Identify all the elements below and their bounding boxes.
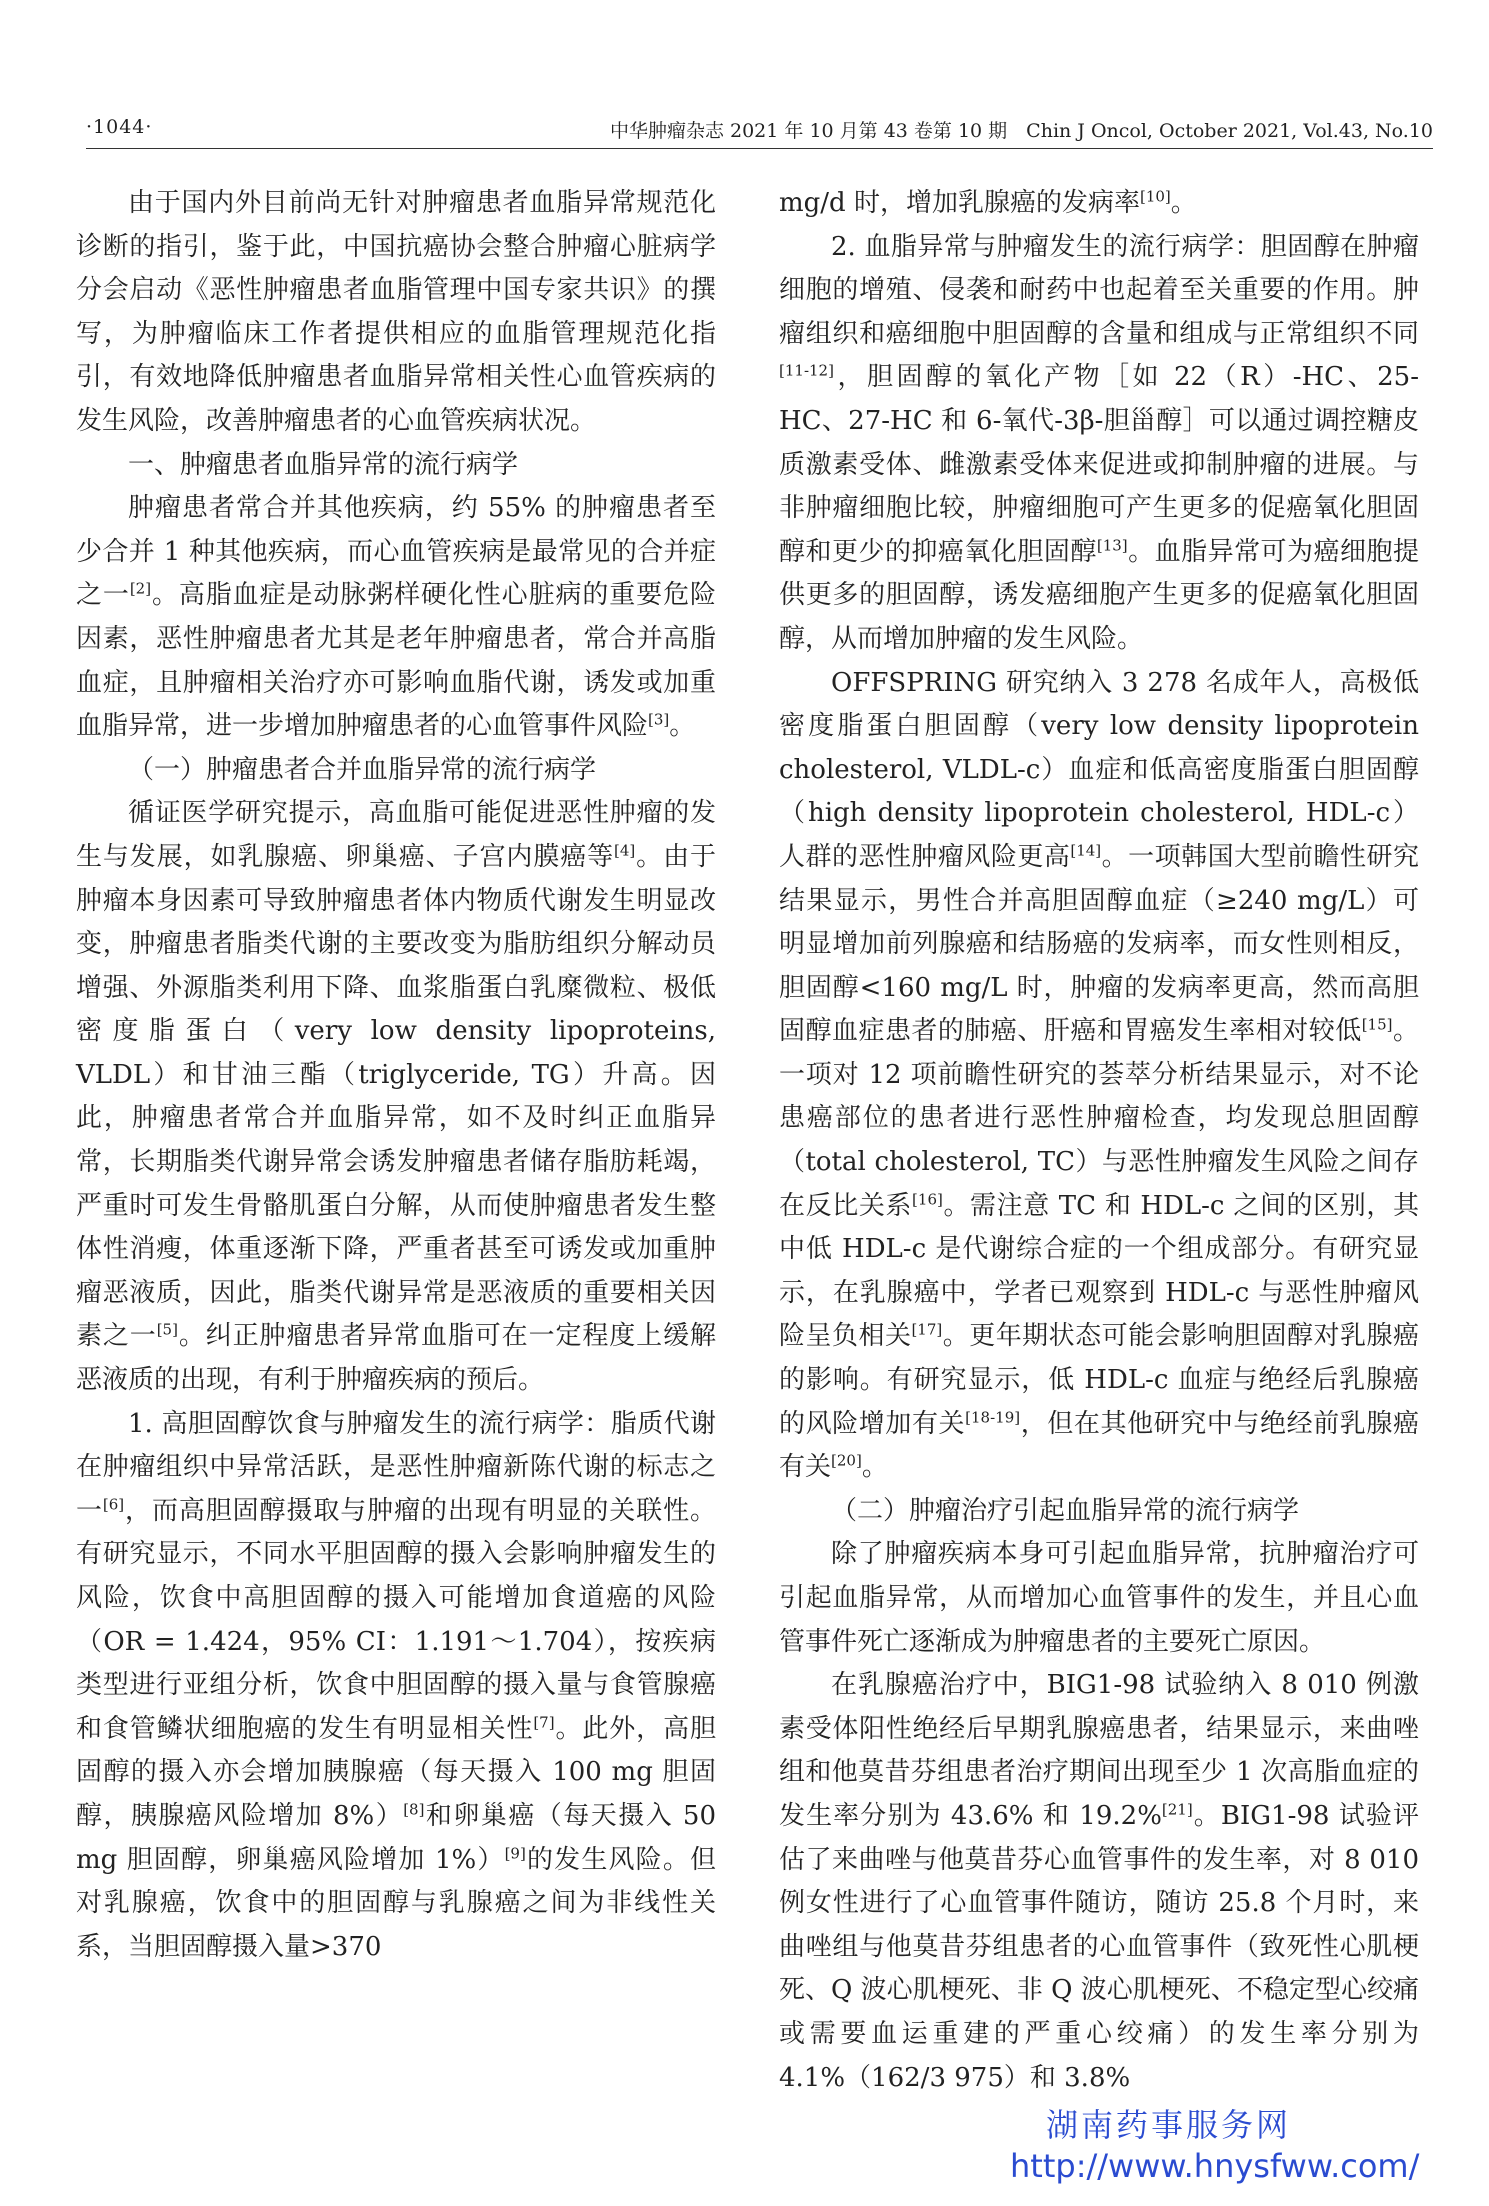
page-number: ·1044· bbox=[86, 116, 153, 138]
paragraph: 1. 高胆固醇饮食与肿瘤发生的流行病学：脂质代谢在肿瘤组织中异常活跃，是恶性肿瘤新陈代谢的标志之一[6]，而高胆固醇摄取与肿瘤的出现有明显的关联性。有研究显示，不同水平胆固醇的摄入会影响肿瘤发生的风险，饮食中高胆固醇的摄入可能增加食道癌的风险（OR = 1.424，95% CI：1.191～1.704），按疾病类型进行亚组分析，饮食中胆固醇的摄入量与食管腺癌和食管鳞状细胞癌的发生有明显相关性[7]。此外，高胆固醇的摄入亦会增加胰腺癌（每天摄入 100 mg 胆固醇，胰腺癌风险增加 8%）[8]和卵巢癌（每天摄入 50 mg 胆固醇，卵巢癌风险增加 1%）[9]的发生风险。但对乳腺癌，饮食中的胆固醇与乳腺癌之间为非线性关系，当胆固醇摄入量>370 bbox=[76, 1408, 716, 1962]
watermark-site-name: 湖南药事服务网 bbox=[1046, 2106, 1292, 2144]
citation-marker: [20] bbox=[831, 1451, 862, 1470]
citation-marker: [7] bbox=[533, 1713, 555, 1732]
paragraph: 循证医学研究提示，高血脂可能促进恶性肿瘤的发生与发展，如乳腺癌、卵巢癌、子宫内膜癌等[4]。由于肿瘤本身因素可导致肿瘤患者体内物质代谢发生明显改变，肿瘤患者脂类代谢的主要改变为脂肪组织分解动员增强、外源脂类利用下降、血浆脂蛋白乳糜微粒、极低密度脂蛋白（very low density lipoproteins, VLDL）和甘油三酯（triglyceride, TG）升高。因此，肿瘤患者常合并血脂异常，如不及时纠正血脂异常，长期脂类代谢异常会诱发肿瘤患者储存脂肪耗竭，严重时可发生骨骼肌蛋白分解，从而使肿瘤患者发生整体性消瘦，体重逐渐下降，严重者甚至可诱发或加重肿瘤恶液质，因此，脂类代谢异常是恶液质的重要相关因素之一[5]。纠正肿瘤患者异常血脂可在一定程度上缓解恶液质的出现，有利于肿瘤疾病的预后。 bbox=[76, 798, 716, 1396]
section-heading: 一、肿瘤患者血脂异常的流行病学 bbox=[128, 449, 519, 480]
right-column bbox=[779, 182, 1419, 2100]
page-header bbox=[86, 112, 1433, 149]
citation-marker: [14] bbox=[1070, 841, 1102, 860]
paragraph: 肿瘤患者常合并其他疾病，约 55% 的肿瘤患者至少合并 1 种其他疾病，而心血管疾病是最常见的合并症之一[2]。高脂血症是动脉粥样硬化性心脏病的重要危险因素，恶性肿瘤患者尤其是老年肿瘤患者，常合并高脂血症，且肿瘤相关治疗亦可影响血脂代谢，诱发或加重血脂异常，进一步增加肿瘤患者的心血管事件风险[3]。 bbox=[76, 493, 716, 742]
citation-marker: [17] bbox=[911, 1320, 943, 1339]
citation-marker: [8] bbox=[403, 1800, 425, 1819]
journal-citation: 中华肿瘤杂志 2021 年 10 月第 43 卷第 10 期 Chin J Oncol, October 2021, Vol.43, No.10 bbox=[609, 120, 1433, 142]
citation-marker: [15] bbox=[1361, 1015, 1393, 1034]
paragraph: 在乳腺癌治疗中，BIG1-98 试验纳入 8 010 例激素受体阳性绝经后早期乳腺癌患者，结果显示，来曲唑组和他莫昔芬组患者治疗期间出现至少 1 次高脂血症的发生率分别为 43.6% 和 19.2%[21]。BIG1-98 试验评估了来曲唑与他莫昔芬心血管事件的发生率，对 8 010 例女性进行了心血管事件随访，随访 25.8 个月时，来曲唑组与他莫昔芬组患者的心血管事件（致死性心肌梗死、Q 波心肌梗死、非 Q 波心肌梗死、不稳定型心绞痛或需要血运重建的严重心绞痛）的发生率分别为 4.1%（162/3 975）和 3.8% bbox=[779, 1670, 1419, 2093]
watermark-url[interactable]: http://www.hnysfww.com/ bbox=[1010, 2147, 1420, 2185]
citation-marker: [2] bbox=[129, 579, 152, 598]
paragraph: OFFSPRING 研究纳入 3 278 名成年人，高极低密度脂蛋白胆固醇（very low density lipoprotein cholesterol, VLDL-c）血症和低高密度脂蛋白胆固醇（high density lipoprotein cholesterol, HDL-c）人群的恶性肿瘤风险更高[14]。一项韩国大型前瞻性研究结果显示，男性合并高胆固醇血症（≥240 mg/L）可明显增加前列腺癌和结肠癌的发病率，而女性则相反，胆固醇<160 mg/L 时，肿瘤的发病率更高，然而高胆固醇血症患者的肺癌、肝癌和胃癌发生率相对较低[15]。一项对 12 项前瞻性研究的荟萃分析结果显示，对不论患癌部位的患者进行恶性肿瘤检查，均发现总胆固醇（total cholesterol, TC）与恶性肿瘤发生风险之间存在反比关系[16]。需注意 TC 和 HDL-c 之间的区别，其中低 HDL-c 是代谢综合症的一个组成部分。有研究显示，在乳腺癌中，学者已观察到 HDL-c 与恶性肿瘤风险呈负相关[17]。更年期状态可能会影响胆固醇对乳腺癌的影响。有研究显示，低 HDL-c 血症与绝经后乳腺癌的风险增加有关[18-19]，但在其他研究中与绝经前乳腺癌有关[20]。 bbox=[779, 667, 1419, 1483]
citation-marker: [21] bbox=[1161, 1800, 1193, 1819]
left-column bbox=[76, 182, 716, 1969]
citation-marker: [3] bbox=[648, 710, 670, 729]
watermark bbox=[1010, 2105, 1450, 2187]
citation-marker: [5] bbox=[156, 1320, 178, 1339]
citation-marker: [6] bbox=[102, 1495, 125, 1514]
citation-marker: [16] bbox=[912, 1190, 943, 1208]
paragraph-continuation: mg/d 时，增加乳腺癌的发病率[10]。 bbox=[779, 187, 1197, 218]
citation-marker: [11-12] bbox=[779, 361, 834, 380]
citation-marker: [4] bbox=[614, 841, 636, 860]
paragraph: 2. 血脂异常与肿瘤发生的流行病学：胆固醇在肿瘤细胞的增殖、侵袭和耐药中也起着至关重要的作用。肿瘤组织和癌细胞中胆固醇的含量和组成与正常组织不同[11-12]，胆固醇的氧化产物［如 22（R）-HC、25-HC、27-HC 和 6-氧代-3β-胆甾醇］可以通过调控糖皮质激素受体、雌激素受体来促进或抑制肿瘤的进展。与非肿瘤细胞比较，肿瘤细胞可产生更多的促癌氧化胆固醇和更少的抑癌氧化胆固醇[13]。血脂异常可为癌细胞提供更多的胆固醇，诱发癌细胞产生更多的促癌氧化胆固醇，从而增加肿瘤的发生风险。 bbox=[779, 231, 1419, 654]
paragraph: 除了肿瘤疾病本身可引起血脂异常，抗肿瘤治疗可引起血脂异常，从而增加心血管事件的发生，并且心血管事件死亡逐渐成为肿瘤患者的主要死亡原因。 bbox=[779, 1539, 1419, 1657]
citation-marker: [18-19] bbox=[965, 1407, 1021, 1426]
paragraph: 由于国内外目前尚无针对肿瘤患者血脂异常规范化诊断的指引，鉴于此，中国抗癌协会整合肿瘤心脏病学分会启动《恶性肿瘤患者血脂管理中国专家共识》的撰写，为肿瘤临床工作者提供相应的血脂管理规范化指引，有效地降低肿瘤患者血脂异常相关性心血管疾病的发生风险，改善肿瘤患者的心血管疾病状况。 bbox=[76, 188, 716, 436]
citation-marker: [13] bbox=[1096, 536, 1128, 555]
citation-marker: [10] bbox=[1139, 187, 1171, 206]
citation-marker: [9] bbox=[504, 1843, 526, 1862]
subsection-heading: （二）肿瘤治疗引起血脂异常的流行病学 bbox=[831, 1495, 1300, 1526]
subsection-heading: （一）肿瘤患者合并血脂异常的流行病学 bbox=[128, 754, 597, 785]
